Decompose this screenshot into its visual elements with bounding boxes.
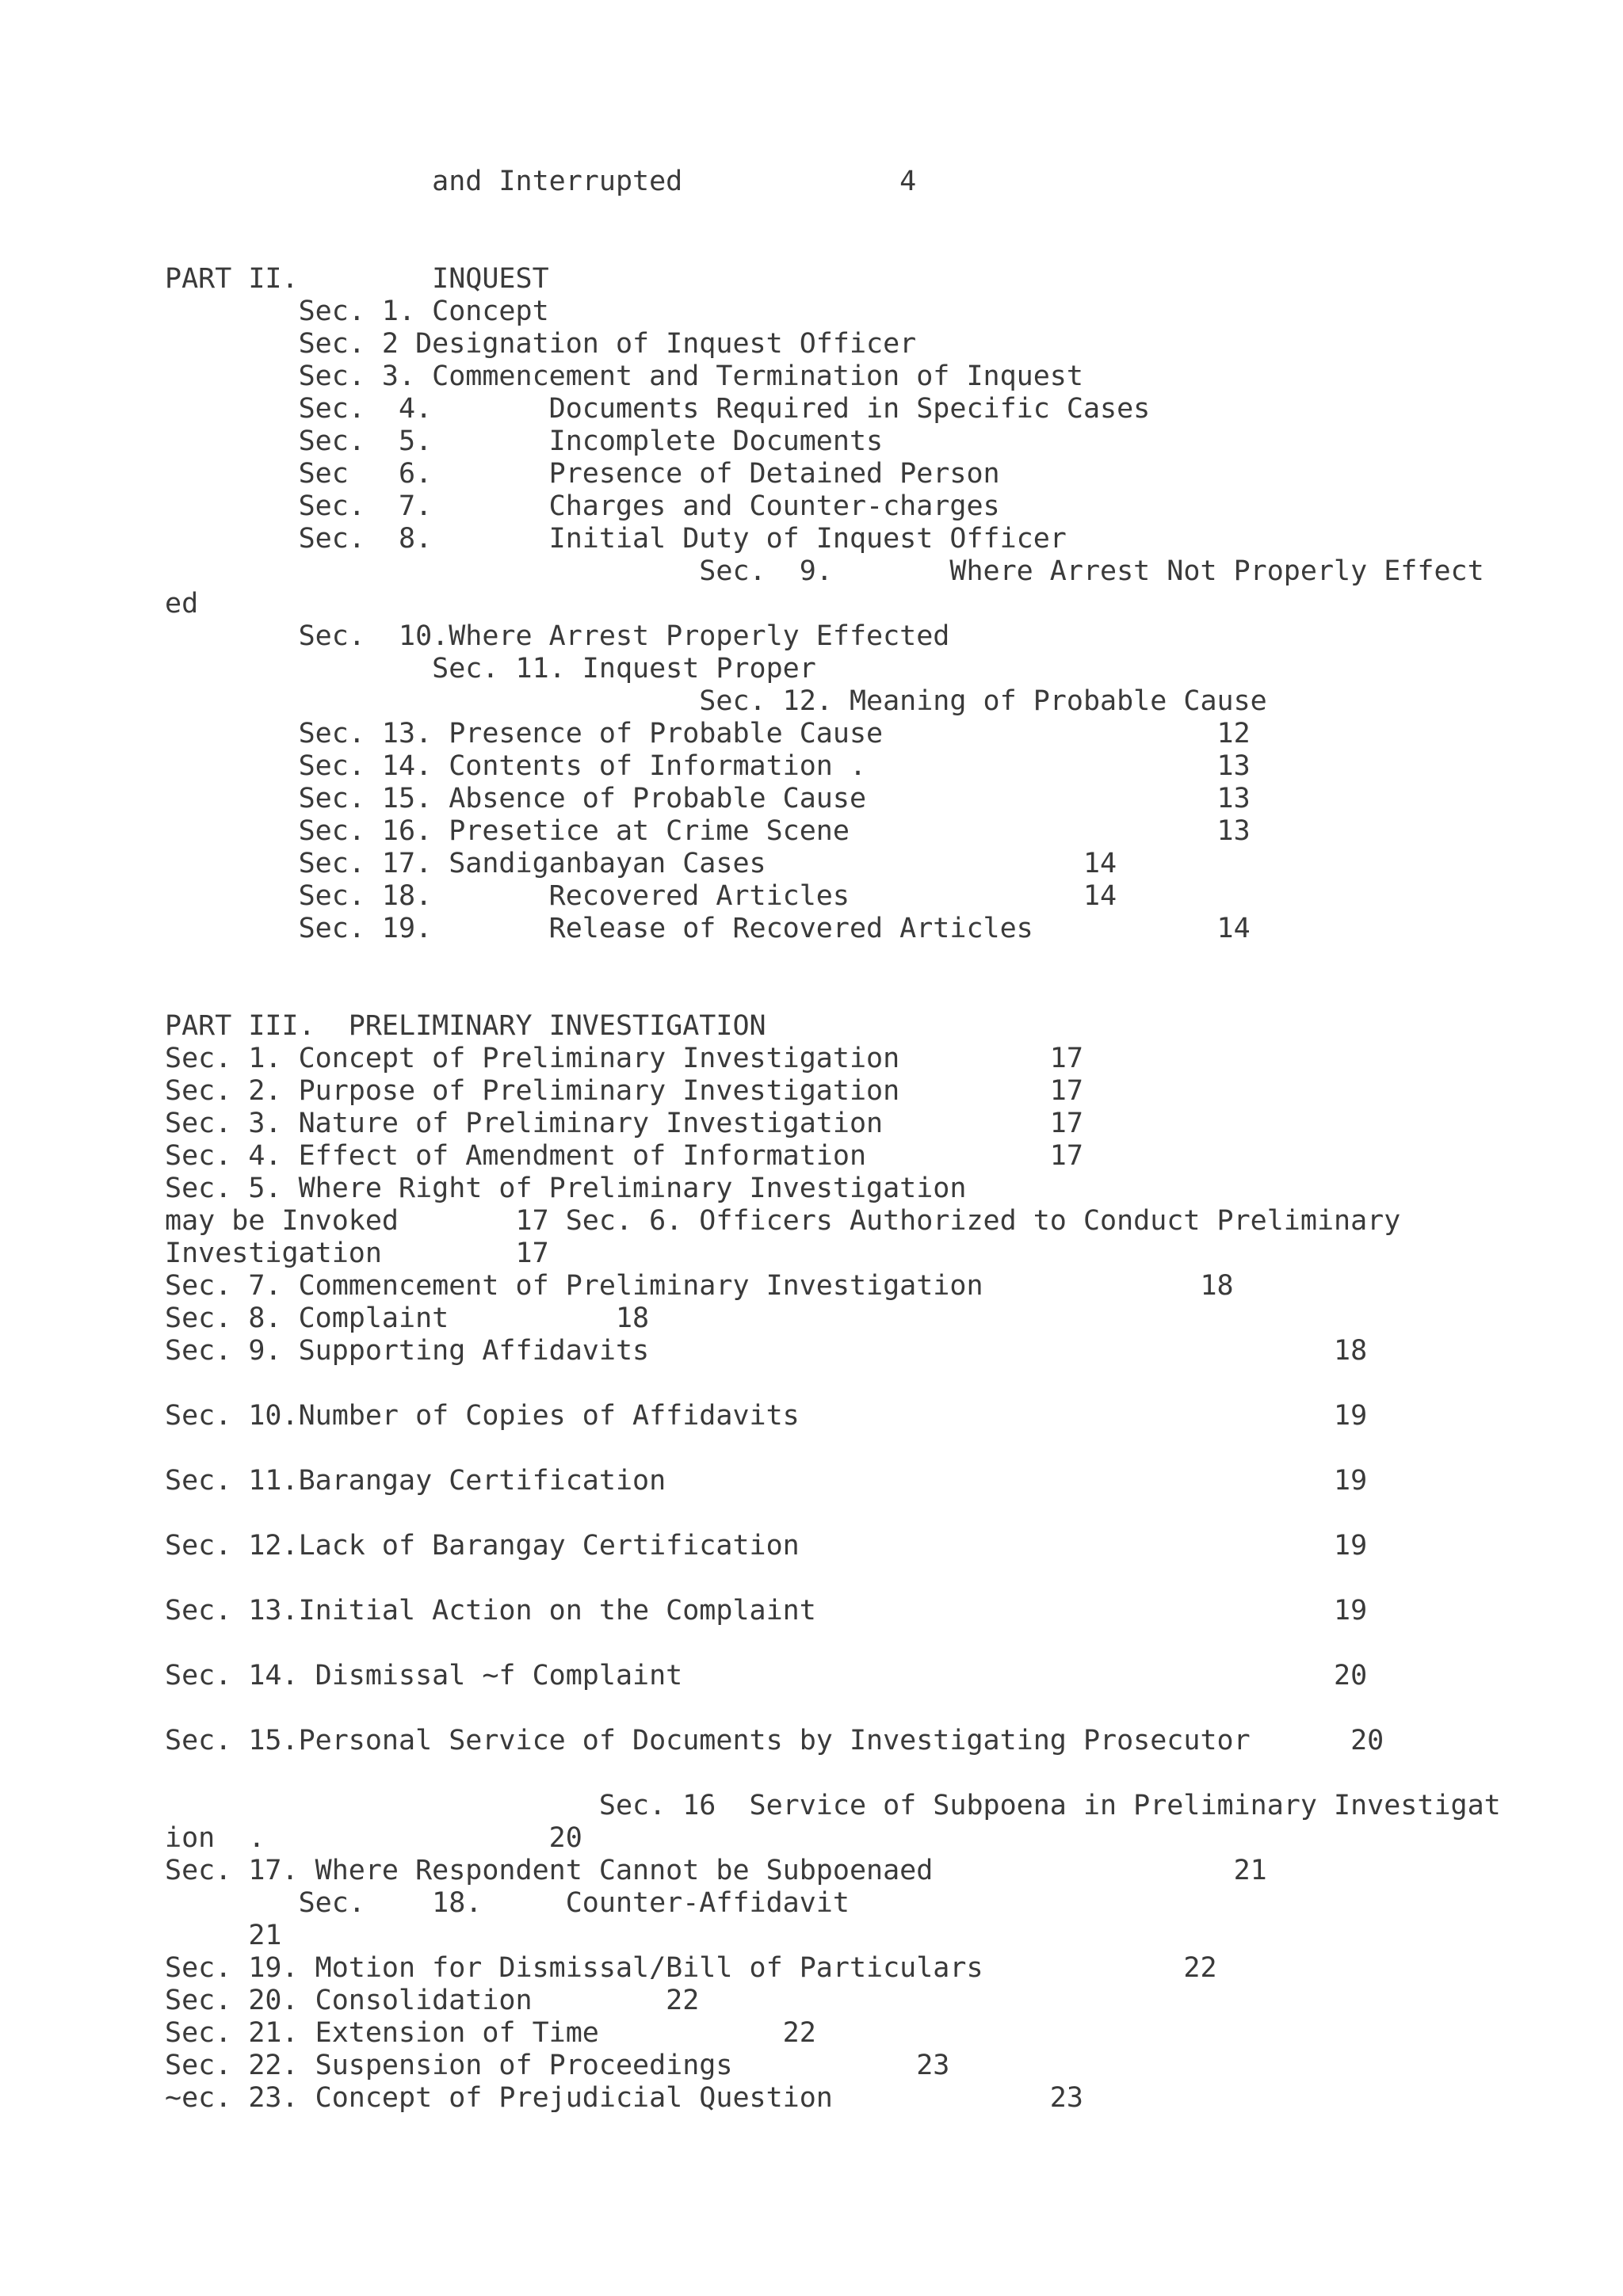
toc-line: Sec. 19. Release of Recovered Articles 14 bbox=[165, 913, 1251, 944]
toc-line: Sec. 13. Presence of Probable Cause 12 bbox=[165, 718, 1251, 749]
toc-line: Sec. 10.Where Arrest Properly Effected bbox=[165, 620, 950, 652]
toc-line: ed bbox=[165, 588, 199, 620]
toc-line: Sec. 1. Concept bbox=[165, 296, 549, 327]
toc-line: Sec. 18. Counter-Affidavit bbox=[165, 1887, 850, 1919]
part-iii-heading: PART III. PRELIMINARY INVESTIGATION bbox=[165, 1010, 766, 1042]
toc-line: Sec. 22. Suspension of Proceedings 23 bbox=[165, 2050, 950, 2081]
toc-line: ~ec. 23. Concept of Prejudicial Question 23 bbox=[165, 2082, 1083, 2114]
toc-line: Sec. 5. Where Right of Preliminary Investigation bbox=[165, 1173, 967, 1204]
toc-line: Sec. 21. Extension of Time 22 bbox=[165, 2017, 816, 2049]
toc-line: Sec. 8. Initial Duty of Inquest Officer bbox=[165, 523, 1067, 555]
toc-line: Sec. 14. Dismissal ~f Complaint 20 bbox=[165, 1660, 1368, 1691]
toc-line: Sec. 16 Service of Subpoena in Preliminary Investigat bbox=[165, 1790, 1501, 1821]
toc-line: Sec. 15.Personal Service of Documents by Investigating Prosecutor 20 bbox=[165, 1725, 1384, 1756]
toc-line: may be Invoked 17 Sec. 6. Officers Authorized to Conduct Preliminary bbox=[165, 1205, 1401, 1237]
toc-line: 21 bbox=[165, 1920, 282, 1951]
toc-line: Sec. 16. Presetice at Crime Scene 13 bbox=[165, 815, 1251, 847]
toc-line: Sec. 15. Absence of Probable Cause 13 bbox=[165, 783, 1251, 814]
toc-line: Sec. 9. Where Arrest Not Properly Effect bbox=[165, 555, 1484, 587]
toc-line: Sec. 20. Consolidation 22 bbox=[165, 1985, 700, 2016]
toc-line: Sec. 3. Commencement and Termination of Inquest bbox=[165, 360, 1083, 392]
toc-line: Investigation 17 bbox=[165, 1238, 549, 1269]
toc-line: Sec. 17. Sandiganbayan Cases 14 bbox=[165, 848, 1117, 879]
toc-line: Sec. 13.Initial Action on the Complaint 19 bbox=[165, 1595, 1368, 1627]
part-ii-heading: PART II. INQUEST bbox=[165, 263, 549, 295]
toc-line: Sec. 5. Incomplete Documents bbox=[165, 425, 884, 457]
toc-line: Sec. 2 Designation of Inquest Officer bbox=[165, 328, 917, 360]
toc-line: Sec. 12.Lack of Barangay Certification 19 bbox=[165, 1530, 1368, 1562]
toc-line: Sec. 11. Inquest Proper bbox=[165, 653, 816, 685]
toc-line: Sec. 7. Charges and Counter-charges bbox=[165, 490, 1000, 522]
toc-line: Sec. 14. Contents of Information . 13 bbox=[165, 750, 1251, 782]
toc-line: Sec. 4. Documents Required in Specific Cases bbox=[165, 393, 1151, 425]
toc-line: Sec. 1. Concept of Preliminary Investigation 17 bbox=[165, 1043, 1083, 1074]
toc-line: Sec. 7. Commencement of Preliminary Investigation 18 bbox=[165, 1270, 1234, 1302]
toc-line: Sec. 17. Where Respondent Cannot be Subpoenaed 21 bbox=[165, 1855, 1267, 1886]
toc-line: Sec. 3. Nature of Preliminary Investigation 17 bbox=[165, 1108, 1083, 1139]
toc-line: Sec. 12. Meaning of Probable Cause bbox=[165, 685, 1267, 717]
toc-line: Sec. 2. Purpose of Preliminary Investigation 17 bbox=[165, 1075, 1083, 1107]
toc-line: Sec 6. Presence of Detained Person bbox=[165, 458, 1000, 490]
toc-line: Sec. 19. Motion for Dismissal/Bill of Particulars 22 bbox=[165, 1952, 1217, 1984]
toc-line: Sec. 18. Recovered Articles 14 bbox=[165, 880, 1117, 912]
toc-line: Sec. 9. Supporting Affidavits 18 bbox=[165, 1335, 1368, 1367]
toc-line-interrupted: and Interrupted 4 bbox=[165, 166, 917, 197]
toc-line: ion . 20 bbox=[165, 1822, 582, 1854]
toc-line: Sec. 10.Number of Copies of Affidavits 19 bbox=[165, 1400, 1368, 1432]
toc-line: Sec. 4. Effect of Amendment of Information 17 bbox=[165, 1140, 1083, 1172]
toc-line: Sec. 11.Barangay Certification 19 bbox=[165, 1465, 1368, 1497]
toc-line: Sec. 8. Complaint 18 bbox=[165, 1302, 650, 1334]
